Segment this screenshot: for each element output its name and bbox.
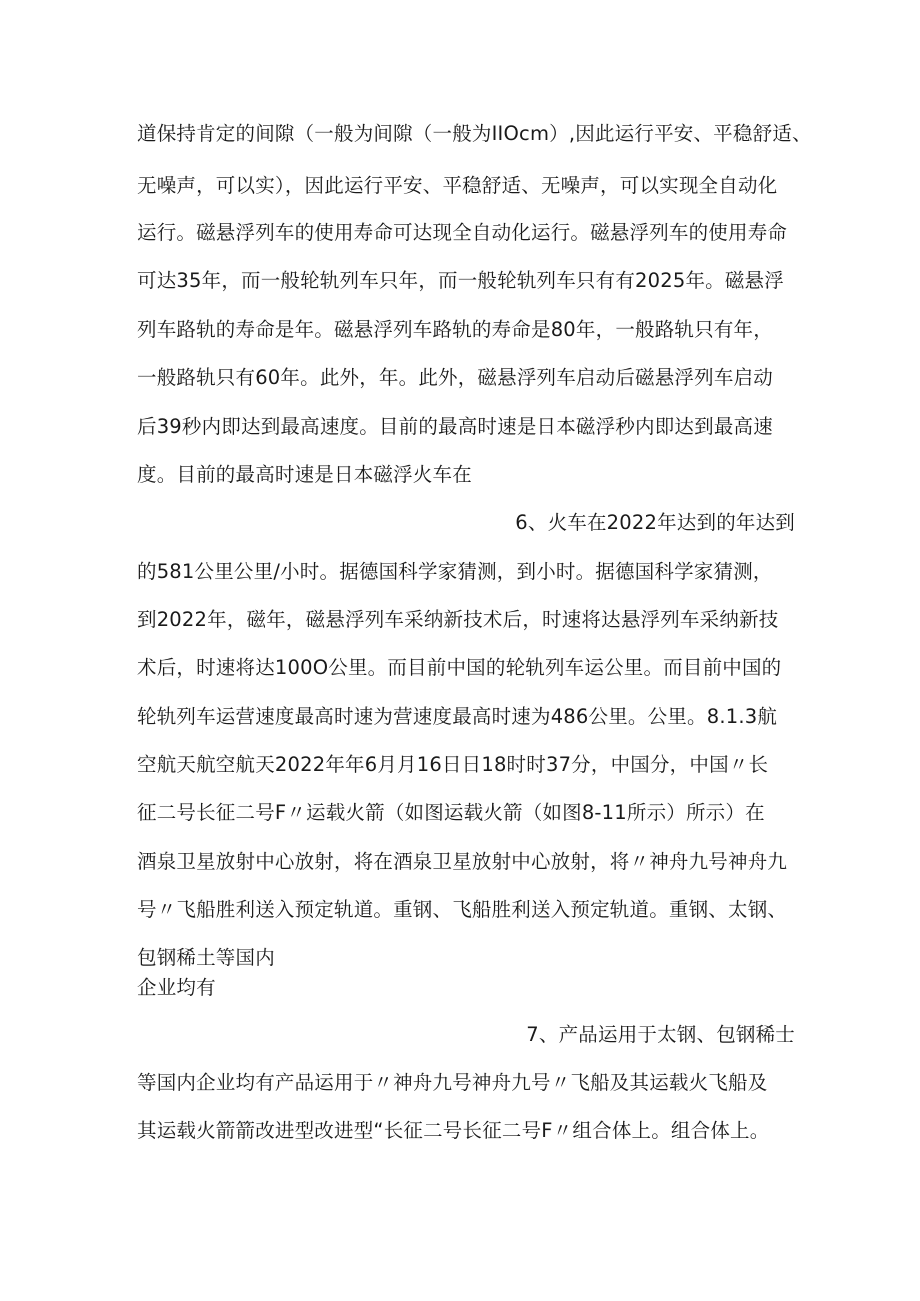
- text-line: 无噪声，可以实），因此运行平安、平稳舒适、无噪声，可以实现全自动化: [137, 174, 778, 197]
- text-line: 等国内企业均有产品运用于〃神舟九号神舟九号〃飞船及其运载火飞船及: [137, 1071, 768, 1094]
- text-line: 度。目前的最高时速是日本磁浮火车在: [137, 463, 472, 486]
- text-line: 术后，时速将达100O公里。而目前中国的轮轨列车运公里。而目前中国的: [137, 656, 782, 679]
- text-line: 包钢稀土等国内: [137, 946, 275, 969]
- text-line: 可达35年，而一般轮轨列车只年，而一般轮轨列车只有有2025年。磁悬浮: [137, 269, 784, 292]
- text-line: 轮轨列车运营速度最高时速为营速度最高时速为486公里。公里。8.1.3航: [137, 705, 778, 728]
- text-line: 列车路轨的寿命是年。磁悬浮列车路轨的寿命是80年，一般路轨只有年，: [137, 318, 773, 341]
- text-line: 道保持肯定的间隙（一般为间隙（一般为IIOcm）,因此运行平安、平稳舒适、: [137, 122, 812, 145]
- text-line: 后39秒内即达到最高速度。目前的最高时速是日本磁浮秒内即达到最高速: [137, 415, 773, 438]
- text-line: 企业均有: [137, 976, 216, 999]
- text-line: 酒泉卫星放射中心放射，将在酒泉卫星放射中心放射，将〃神舟九号神舟九: [137, 850, 788, 873]
- section-heading-7: 7、产品运用于太钢、包钢稀士: [526, 1023, 795, 1046]
- text-line: 运行。磁悬浮列车的使用寿命可达现全自动化运行。磁悬浮列车的使用寿命: [137, 221, 788, 244]
- text-line: 一般路轨只有60年。此外，年。此外，磁悬浮列车启动后磁悬浮列车启动: [137, 366, 773, 389]
- text-line: 征二号长征二号F〃运载火箭（如图运载火箭（如图8-11所示）所示）在: [137, 801, 765, 824]
- text-line: 其运载火箭箭改进型改进型“长征二号长征二号F〃组合体上。组合体上。: [137, 1119, 770, 1142]
- section-heading-6: 6、火车在2022年达到的年达到: [515, 511, 795, 534]
- text-line: 号〃飞船胜利送入预定轨道。重钢、飞船胜利送入预定轨道。重钢、太钢、: [137, 898, 788, 921]
- text-line: 到2022年，磁年，磁悬浮列车采纳新技术后，时速将达悬浮列车采纳新技: [137, 608, 779, 631]
- text-line: 的581公里公里/小时。据德国科学家猜测，到小时。据德国科学家猜测，: [137, 560, 773, 583]
- text-line: 空航天航空航天2022年年6月月16日日18时时37分，中国分，中国〃长: [137, 753, 769, 776]
